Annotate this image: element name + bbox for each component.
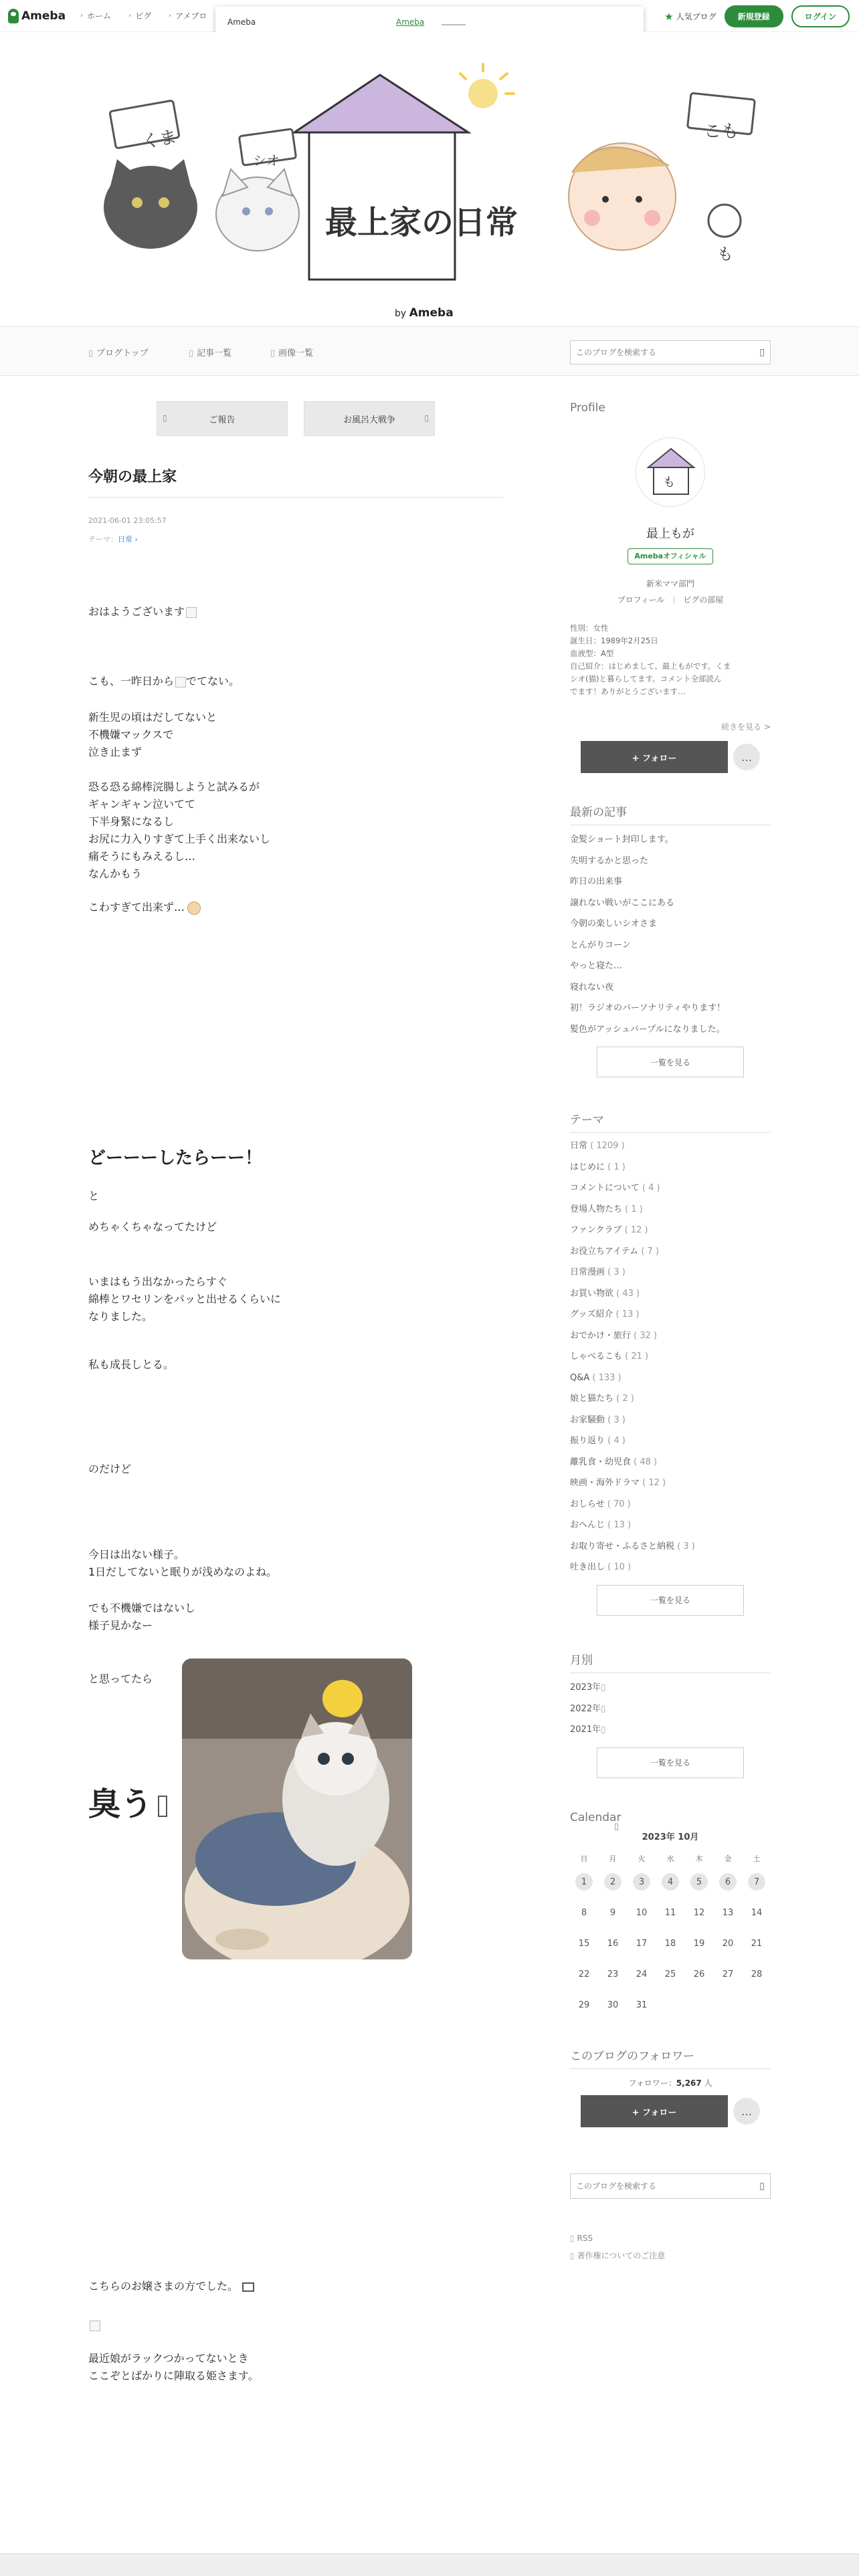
monthly-more-button[interactable]: 一覧を見る (597, 1747, 744, 1778)
topnav-pigg-label: ピグ (135, 11, 152, 21)
month-item[interactable]: 2022年▯ (570, 1703, 606, 1714)
broken-inline-image (88, 2317, 503, 2334)
line: ギャンギャン泣いてて (88, 798, 196, 811)
blog-navigation (0, 326, 859, 376)
theme-item[interactable]: お役立ちアイテム ( 7 ) (570, 1246, 660, 1257)
calendar-day-posted: 1 (575, 1873, 593, 1891)
popup-brand: Ameba (227, 17, 256, 27)
theme-item[interactable]: お取り寄せ・ふるさと納税 ( 3 ) (570, 1541, 695, 1551)
theme-item[interactable]: おへんじ ( 13 ) (570, 1520, 632, 1530)
theme-item[interactable]: 吐き出し ( 10 ) (570, 1562, 632, 1572)
recent-heading: 最新の記事 (570, 802, 771, 825)
calendar-day: 22 (578, 1969, 590, 1979)
home-icon: ▯ (88, 348, 94, 358)
sign-komo: こも (704, 122, 739, 142)
chevron-left-icon: ▯ (163, 413, 167, 423)
calendar-day[interactable] (656, 1866, 684, 1897)
search-icon[interactable]: ▯ (759, 2181, 765, 2191)
nav-blog-top-label: ブログトップ (96, 348, 149, 358)
calendar-day: 10 (636, 1907, 648, 1918)
calendar-day: 21 (751, 1938, 763, 1949)
theme-item[interactable]: Q&A ( 133 ) (570, 1372, 622, 1383)
by-ameba (395, 306, 454, 320)
next-article-button[interactable] (304, 401, 435, 436)
recent-item[interactable]: 寝れない夜 (570, 982, 614, 992)
paragraph-1 (88, 603, 503, 621)
more-options-button[interactable]: … (733, 744, 760, 770)
pikachu-toy (322, 1680, 363, 1717)
recent-item[interactable]: 失明するかと思った (570, 855, 649, 866)
theme-item[interactable]: おしらせ ( 70 ) (570, 1499, 631, 1509)
calendar-grid (570, 1866, 771, 2020)
profile-link[interactable]: プロフィール (617, 595, 665, 605)
profile-details (570, 622, 771, 698)
paragraph-2 (88, 673, 503, 690)
line: ここぞとばかりに陣取る姫さます。 (88, 2369, 259, 2382)
prev-article-button[interactable] (157, 401, 288, 436)
paragraph-10: のだけど (88, 1463, 132, 1475)
calendar-day: 30 (607, 2000, 619, 2010)
calendar-day-posted: 4 (662, 1873, 679, 1891)
paragraph-1-text: おはようございます (88, 605, 185, 618)
article-date: 2021-06-01 23:05:57 (88, 516, 167, 525)
calendar-day (743, 1990, 771, 2020)
search-icon[interactable]: ▯ (759, 347, 765, 358)
sidebar-footer (570, 2173, 771, 2261)
monthly-heading: 月別 (570, 1650, 771, 1673)
theme-item[interactable]: 離乳食・幼児食 ( 48 ) (570, 1457, 658, 1467)
paragraph-9: 私も成長しとる。 (88, 1358, 175, 1371)
recent-item[interactable]: 初！ラジオのパーソナリティやります！ (570, 1003, 726, 1013)
line: 今日は出ない様子。 (88, 1548, 185, 1561)
follow-button-bottom[interactable]: + フォロー (581, 2095, 728, 2127)
theme-item[interactable]: ファンクラブ ( 12 ) (570, 1225, 648, 1235)
blog-search-box (570, 340, 771, 364)
calendar-day[interactable] (599, 1866, 627, 1897)
theme-item[interactable]: 映画・海外ドラマ ( 12 ) (570, 1478, 666, 1488)
calendar-day: 28 (751, 1969, 763, 1979)
chevron-icon: ▯ (601, 1703, 606, 1714)
chevron-right-icon: ▯ (424, 413, 429, 423)
paragraph-12 (88, 1600, 503, 1634)
emoji-image (186, 607, 197, 618)
line: 恐る恐る綿棒浣腸しようと試みるが (88, 780, 260, 793)
calendar-day: 26 (693, 1969, 705, 1979)
theme-item[interactable]: おでかけ・旅行 ( 32 ) (570, 1330, 657, 1341)
calendar-weekday: 水 (666, 1854, 674, 1863)
calendar-day: 17 (636, 1938, 648, 1949)
calendar-day: 20 (722, 1938, 734, 1949)
followers-heading: このブログのフォロワー (570, 2046, 771, 2069)
nav-blog-top[interactable] (88, 346, 149, 358)
copyright-label: 著作権についてのご注意 (577, 2251, 666, 2260)
official-badge: Amebaオフィシャル (628, 548, 713, 564)
theme-item[interactable]: お家騒動 ( 3 ) (570, 1414, 626, 1425)
sidebar-search-input[interactable] (571, 2174, 738, 2198)
topnav-ameblo[interactable] (169, 10, 207, 21)
emoji-image (175, 677, 186, 687)
sidebar-calendar (570, 1811, 771, 2020)
paragraph-14-text: こちらのお嬢さまの方でした。 (88, 2280, 239, 2292)
paragraph-2a-text: こも、一昨日から (88, 675, 175, 687)
profile-detail: 自己紹介：はじめまして、最上もがです。くま (570, 661, 731, 671)
calendar-day: 16 (607, 1938, 619, 1949)
sign-mo: も (717, 245, 733, 263)
theme-item[interactable]: しゃべるこも ( 21 ) (570, 1352, 649, 1362)
theme-item[interactable]: コメントについて ( 4 ) (570, 1183, 660, 1193)
profile-links (570, 594, 771, 605)
avatar-label: も (663, 475, 675, 490)
paragraph-2b-text: でてない。 (186, 675, 240, 687)
blog-search-input[interactable] (571, 341, 738, 364)
recent-item[interactable]: やっと寝た… (570, 961, 623, 971)
calendar-day: 14 (751, 1907, 763, 1918)
face-emoji-icon (187, 901, 201, 915)
calendar-day-posted: 2 (604, 1873, 622, 1891)
theme-item[interactable]: 娘と猫たち ( 2 ) (570, 1394, 634, 1404)
article-title: 今朝の最上家 (88, 465, 503, 498)
calendar-weekday: 日 (580, 1854, 588, 1863)
line: 泣き止まず (88, 746, 142, 758)
calendar-day-posted: 7 (748, 1873, 765, 1891)
calendar-day: 19 (693, 1938, 705, 1949)
line: 下半身緊になるし (88, 815, 175, 828)
profile-detail: でます！ありがとうございます… (570, 687, 686, 696)
profile-detail: 誕生日：1989年2月25日 (570, 636, 658, 645)
paragraph-8 (88, 1273, 503, 1325)
calendar-weekday-row (570, 1853, 771, 1864)
calendar-day: 13 (722, 1907, 734, 1918)
theme-link[interactable]: 日常 (118, 535, 132, 544)
more-options-button-bottom[interactable]: … (733, 2098, 760, 2125)
theme-item[interactable]: 日常 ( 1209 ) (570, 1141, 625, 1151)
rss-link[interactable] (570, 2234, 771, 2243)
month-item[interactable]: 2023年▯ (570, 1683, 606, 1693)
broken-image-icon (158, 1796, 167, 1817)
bottom-bar (0, 2553, 859, 2576)
blog-header-banner[interactable] (0, 32, 859, 326)
line: 1日だしてないと眠りが浅めなのよね。 (88, 1566, 278, 1578)
topnav-home-label: ホーム (87, 11, 112, 21)
calendar-day: 25 (664, 1969, 676, 1979)
followers-count-unit: 人 (704, 2078, 712, 2088)
calendar-day-posted: 6 (719, 1873, 737, 1891)
themes-more-button[interactable]: 一覧を見る (597, 1585, 744, 1616)
chevron-right-icon: › (80, 12, 84, 19)
cat-emoji-icon (242, 2282, 254, 2292)
paragraph-4 (88, 778, 503, 883)
next-article-label: お風呂大戦争 (343, 415, 395, 425)
prev-article-label: ご報告 (209, 415, 235, 425)
profile-category: 新米ママ部門 (646, 579, 694, 588)
theme-item[interactable]: はじめに ( 1 ) (570, 1162, 626, 1172)
followers-count-value: 5,267 (676, 2078, 702, 2088)
chevron-icon: ▯ (601, 1683, 606, 1693)
nav-image-list-label: 画像一覧 (278, 348, 314, 358)
calendar-day: 27 (722, 1969, 734, 1979)
calendar-weekday: 木 (695, 1854, 703, 1863)
calendar-day: 24 (636, 1969, 648, 1979)
blog-title-illustrated: 最上家の日常 (325, 204, 518, 241)
followers-actions (570, 2095, 771, 2135)
theme-item[interactable]: 日常漫画 ( 3 ) (570, 1267, 626, 1277)
cat-photo[interactable] (182, 1658, 412, 1959)
calendar-weekday: 土 (753, 1854, 761, 1863)
recent-more-button[interactable]: 一覧を見る (597, 1047, 744, 1077)
chevron-right-icon: › (132, 535, 138, 544)
profile-detail: 血液型：A型 (570, 649, 614, 658)
pigg-room-link[interactable]: ピグの部屋 (683, 595, 724, 605)
calendar-day[interactable] (714, 1866, 742, 1897)
sun-icon (468, 79, 498, 108)
rss-label: RSS (577, 2234, 593, 2243)
topnav-home[interactable] (80, 10, 111, 21)
calendar-month-row (570, 1822, 771, 1842)
chevron-icon: ▯ (601, 1725, 606, 1735)
line: 不機嫌マックスで (88, 728, 174, 741)
byline-prefix: by (395, 308, 407, 319)
crown-icon: ★ (664, 10, 674, 23)
paragraph-5-text: こわすぎて出来ず… (88, 901, 185, 914)
profile-avatar[interactable] (636, 437, 705, 507)
topnav-pigg[interactable] (128, 10, 151, 21)
calendar-day-posted: 3 (633, 1873, 650, 1891)
line: 綿棒とワセリンをパッと出せるくらいに (88, 1293, 282, 1305)
calendar-day: 15 (578, 1938, 590, 1949)
paragraph-15 (88, 2350, 503, 2385)
sidebar-profile (570, 401, 771, 764)
followers-count-label: フォロワー： (628, 2078, 676, 2088)
calendar-day: 12 (693, 1907, 705, 1918)
separator: | (672, 595, 676, 605)
sign-shio: シオ (253, 152, 280, 169)
calendar-week-row (570, 1959, 771, 1990)
article-theme (88, 534, 138, 544)
calendar-week-row (570, 1897, 771, 1928)
recent-item[interactable]: 髪色がアッシュパープルになりました。 (570, 1024, 725, 1035)
sidebar-followers (570, 2046, 771, 2135)
calendar-day: 8 (581, 1907, 587, 1918)
recent-item[interactable]: 金髪ショート封印します。 (570, 835, 674, 845)
profile-detail: 性別：女性 (570, 623, 609, 633)
ameba-logo[interactable] (8, 9, 66, 23)
theme-item[interactable]: 登場人物たち ( 1 ) (570, 1204, 643, 1214)
line: 様子見かなー (88, 1619, 153, 1632)
popup-divider (442, 24, 466, 25)
recent-item[interactable]: 今朝の楽しいシオさま (570, 919, 658, 929)
calendar-week-row (570, 1928, 771, 1959)
rss-icon: ▯ (570, 2234, 575, 2243)
calendar-weekday: 金 (724, 1854, 732, 1863)
calendar-week-row (570, 1866, 771, 1897)
copyright-link[interactable] (570, 2250, 771, 2261)
chevron-right-icon: › (128, 12, 132, 19)
image-icon: ▯ (270, 348, 276, 358)
sidebar-recent-articles (570, 802, 771, 1077)
line: なりました。 (88, 1310, 153, 1323)
calendar-month-label: 2023年 10月 (642, 1832, 699, 1842)
paragraph-13: と思ってたら (88, 1673, 153, 1685)
line: なんかもう (88, 867, 142, 880)
calendar-day[interactable] (743, 1866, 771, 1897)
calendar-heading: Calendar (570, 1811, 622, 1824)
paragraph-6: と (88, 1190, 100, 1202)
calendar-prev-icon[interactable]: ▯ (614, 1822, 619, 1832)
popular-blog-label: 人気ブログ (676, 12, 717, 21)
ameba-logo-icon (8, 9, 19, 23)
month-item[interactable]: 2021年▯ (570, 1725, 606, 1735)
calendar-day[interactable] (628, 1866, 656, 1897)
follow-button[interactable]: + フォロー (581, 741, 728, 773)
paragraph-3 (88, 709, 503, 761)
paragraph-5 (88, 899, 503, 916)
line: 新生児の頃はだしてないと (88, 711, 217, 724)
profile-more-link[interactable]: 続きを見る > (721, 722, 771, 732)
popular-blog-link[interactable] (664, 11, 716, 23)
info-icon: ▯ (570, 2251, 575, 2260)
recent-list (570, 825, 771, 1040)
recent-item[interactable]: 昨日の出来事 (570, 877, 623, 887)
profile-heading: Profile (570, 401, 605, 415)
cat-photo-image (182, 1658, 412, 1959)
calendar-day[interactable] (685, 1866, 713, 1897)
recent-item[interactable]: 譲れない戦いがここにある (570, 897, 675, 908)
followers-count (570, 2077, 771, 2088)
calendar-day-posted: 5 (690, 1873, 708, 1891)
list-icon: ▯ (189, 348, 194, 358)
nav-article-list[interactable] (189, 346, 231, 358)
theme-label: テーマ： (88, 535, 118, 544)
calendar-weekday: 火 (638, 1854, 646, 1863)
emphasis-heading-1: どーーーしたらーー！ (88, 1148, 263, 1168)
line: お尻に力入りすぎて上手く出来ないし (88, 833, 271, 845)
calendar-weekday: 月 (609, 1854, 617, 1863)
themes-heading: テーマ (570, 1110, 771, 1133)
calendar-day[interactable] (570, 1866, 598, 1897)
sidebar-themes (570, 1110, 771, 1616)
calendar-day: 29 (578, 2000, 590, 2010)
calendar-day: 23 (607, 1969, 619, 1979)
paragraph-7: めちゃくちゃなってたけど (88, 1220, 217, 1233)
calendar-day: 18 (664, 1938, 676, 1949)
line: 痛そうにもみえるし… (88, 850, 196, 863)
house-roof (294, 75, 468, 132)
sidebar-monthly (570, 1650, 771, 1778)
recent-item[interactable]: とんがりコーン (570, 940, 631, 950)
calendar-week-row (570, 1990, 771, 2020)
nav-article-list-label: 記事一覧 (197, 348, 232, 358)
ameba-logo-text: Ameba (21, 9, 66, 23)
sidebar-search-box (570, 2173, 771, 2199)
paragraph-11 (88, 1546, 503, 1581)
topnav-ameblo-label: アメブロ (175, 11, 207, 21)
chevron-right-icon: › (169, 12, 172, 19)
profile-detail: シオ(猫)と暮らしてます。コメント全部読ん (570, 674, 722, 683)
line: でも不機嫌ではないし (88, 1602, 196, 1614)
theme-item[interactable]: 振り返り ( 4 ) (570, 1436, 626, 1446)
popup-ameba-link[interactable]: Ameba (396, 17, 425, 27)
byline-brand: Ameba (409, 306, 454, 320)
line: いまはもう出なかったらすぐ (88, 1275, 228, 1288)
monthly-list (570, 1673, 771, 1741)
paragraph-14 (88, 2278, 503, 2295)
calendar-day: 31 (636, 2000, 648, 2010)
broken-image-icon (90, 2321, 100, 2331)
calendar-day: 9 (609, 1907, 616, 1918)
nav-image-list[interactable] (270, 346, 313, 358)
emphasis-heading-2-text: 臭う (88, 1786, 153, 1823)
calendar-day: 11 (664, 1907, 676, 1918)
sign-kuma: くま (140, 126, 179, 153)
calendar-day (714, 1990, 742, 2020)
calendar-day (685, 1990, 713, 2020)
line: 最近娘がラックつかってないとき (88, 2352, 249, 2365)
calendar-day (656, 1990, 684, 2020)
profile-name: 最上もが (646, 527, 694, 541)
login-button[interactable]: ログイン (791, 5, 850, 27)
theme-item[interactable]: グッズ紹介 ( 13 ) (570, 1309, 640, 1319)
register-button[interactable]: 新規登録 (725, 5, 783, 27)
themes-list (570, 1133, 771, 1578)
theme-item[interactable]: お買い物欲 ( 43 ) (570, 1288, 640, 1299)
